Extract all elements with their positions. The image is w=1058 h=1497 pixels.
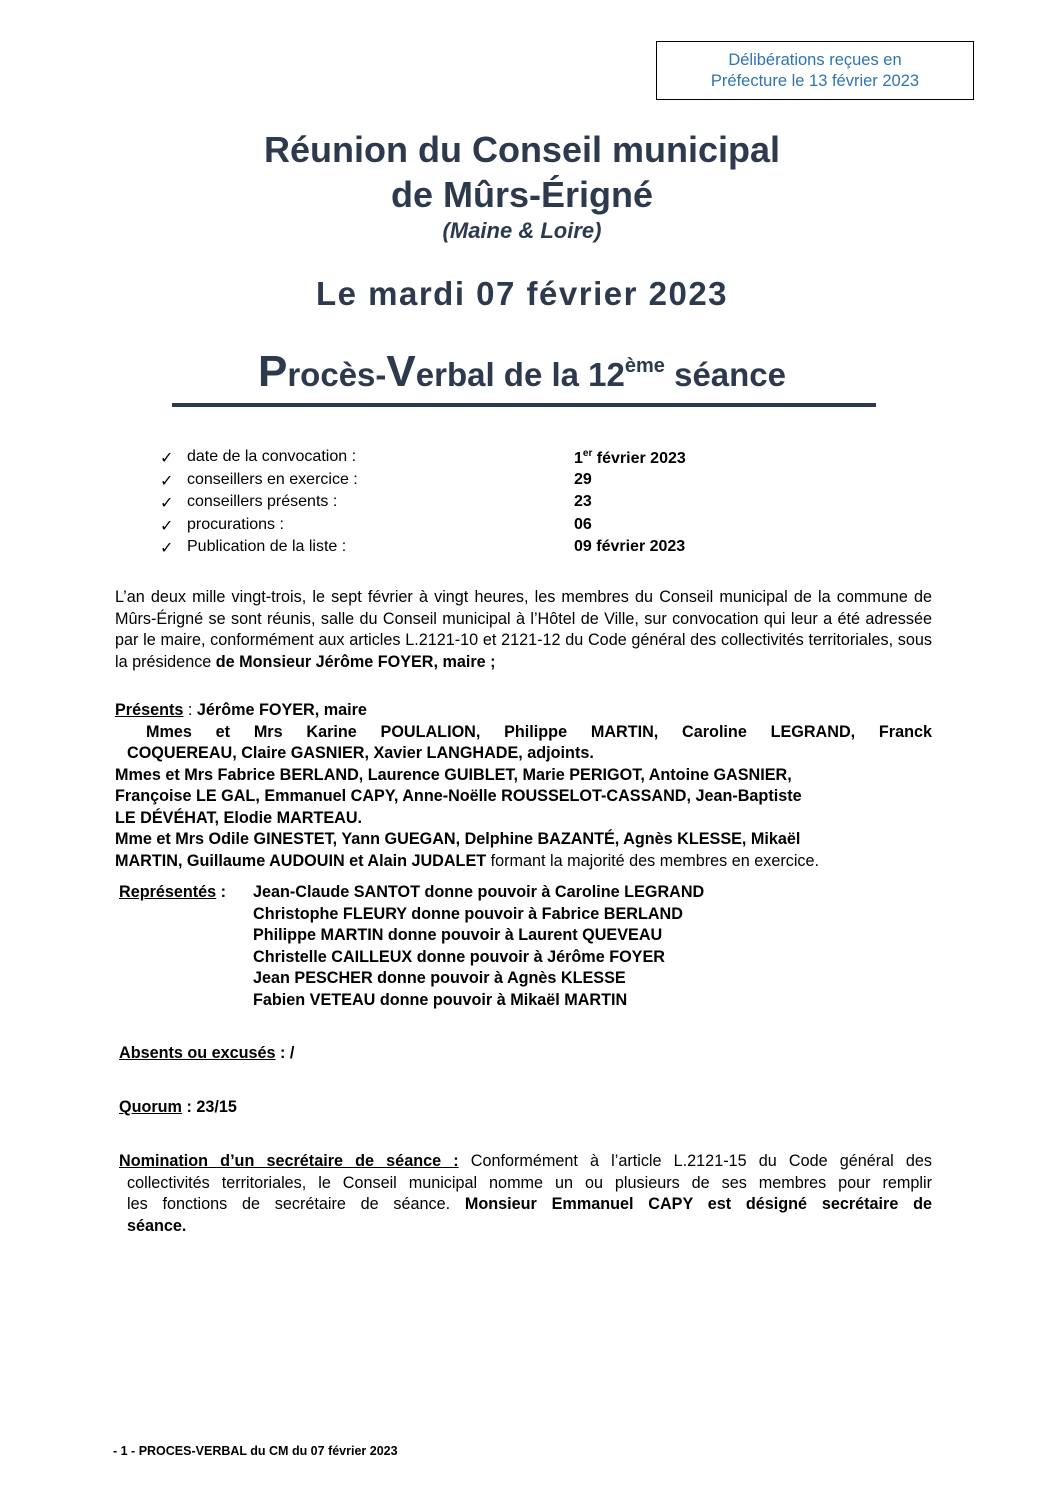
- prefecture-stamp: [656, 41, 974, 100]
- represented-item: Christelle CAILLEUX donne pouvoir à Jérôme FOYER: [253, 947, 665, 966]
- checkmark-icon: ✓: [160, 495, 174, 512]
- quorum-label: Quorum: [119, 1098, 182, 1116]
- presents-group3-2-names: MARTIN, Guillaume AUDOUIN et Alain JUDALET: [115, 851, 487, 870]
- nomination-line4: séance.: [127, 1216, 187, 1235]
- represented-list: [253, 882, 873, 1011]
- represented-item: Jean-Claude SANTOT donne pouvoir à Caroline LEGRAND: [253, 883, 705, 901]
- nomination-line2: collectivités territoriales, le Conseil municipal nomme un ou plusieurs de ses membres pour remplir: [127, 1173, 932, 1192]
- pv-initial-p: P: [257, 347, 288, 396]
- nomination-secretary: Monsieur Emmanuel CAPY est désigné secrétaire de: [464, 1195, 932, 1213]
- fact-item: [160, 471, 760, 494]
- nomination-text3: les fonctions de secrétaire de séance.: [127, 1195, 465, 1213]
- quorum-line: [119, 1097, 237, 1119]
- fact-label: date de la convocation :: [187, 448, 357, 465]
- fact-label: conseillers en exercice :: [187, 470, 358, 488]
- intro-paragraph: [115, 587, 932, 673]
- presents-adjoints-2: COQUEREAU, Claire GASNIER, Xavier LANGHADE, adjoints.: [127, 744, 594, 762]
- fact-label: Publication de la liste :: [187, 538, 347, 555]
- nomination-section: [119, 1151, 932, 1237]
- presents-group2-2: Françoise LE GAL, Emmanuel CAPY, Anne-Noëlle ROUSSELOT-CASSAND, Jean-Baptiste: [115, 787, 802, 805]
- pv-initial-v: V: [386, 347, 416, 396]
- presents-sep: :: [183, 701, 197, 719]
- fact-value-sup: er: [582, 448, 593, 459]
- presents-group2-1: Mmes et Mrs Fabrice BERLAND, Laurence GUIBLET, Marie PERIGOT, Antoine GASNIER,: [115, 765, 792, 784]
- represented-label: Représentés: [119, 883, 217, 901]
- presents-group2-3: LE DÉVÉHAT, Elodie MARTEAU.: [115, 808, 363, 827]
- presents-section: [115, 700, 932, 872]
- presents-group3-1: Mme et Mrs Odile GINESTET, Yann GUEGAN, Delphine BAZANTÉ, Agnès KLESSE, Mikaël: [115, 830, 801, 848]
- pv-text-3: séance: [664, 356, 787, 393]
- stamp-line2: Préfecture le 13 février 2023: [710, 72, 920, 90]
- intro-text: L’an deux mille vingt-trois, le sept février à vingt heures, les membres du Conseil municipal de la commune de Mûrs-Érigné se sont réunis, salle du Conseil municipal à l’Hôtel de Ville, sur convocation qui leur a été adressée par le maire, conformément aux articles L.2121-10 et 2121-12 du Code général des collectivités territoriales, sous la présidence: [115, 588, 932, 671]
- fact-value: [574, 448, 686, 468]
- presents-adjoints-1: Mmes et Mrs Karine POULALION, Philippe MARTIN, Caroline LEGRAND, Franck: [146, 722, 932, 741]
- fact-value: 23: [574, 493, 592, 510]
- presents-maire: Jérôme FOYER, maire: [196, 701, 367, 719]
- checkmark-icon: ✓: [160, 450, 174, 467]
- absents-label: Absents ou excusés: [119, 1044, 276, 1062]
- nomination-line3: [119, 1194, 932, 1216]
- pv-text-2: erbal de la 12: [415, 356, 625, 393]
- title-line2: de Mûrs-Érigné: [390, 174, 654, 215]
- presents-group3-2: [115, 851, 932, 873]
- fact-item: [160, 493, 760, 516]
- fact-value: 06: [574, 515, 592, 533]
- intro-president: de Monsieur Jérôme FOYER, maire ;: [215, 652, 496, 671]
- represented-sep: :: [216, 883, 227, 901]
- pv-heading: [0, 340, 1044, 401]
- page-footer: - 1 - PROCES-VERBAL du CM du 07 février 2023: [113, 1444, 398, 1458]
- fact-value: 09 février 2023: [574, 538, 686, 555]
- checkmark-icon: ✓: [160, 472, 174, 490]
- nomination-text1: Conformément à l’article L.2121-15 du Code général des: [458, 1152, 932, 1170]
- represented-item: Christophe FLEURY donne pouvoir à Fabrice BERLAND: [253, 904, 683, 923]
- presents-line: [115, 700, 932, 722]
- fact-item: [160, 516, 760, 539]
- absents-line: [119, 1043, 294, 1065]
- fact-label: procurations :: [187, 515, 284, 533]
- region-subtitle: (Maine & Loire): [442, 218, 602, 243]
- nomination-label: Nomination d’un secrétaire de séance :: [119, 1152, 459, 1170]
- checkmark-icon: ✓: [160, 517, 174, 535]
- fact-label: conseillers présents :: [187, 493, 338, 510]
- presents-group3-2-rest: formant la majorité des membres en exercice.: [486, 851, 820, 870]
- represented-heading: [119, 882, 226, 904]
- fact-item: [160, 538, 760, 561]
- fact-item: [160, 448, 760, 471]
- title-divider: [172, 403, 876, 407]
- fact-value-rest: février 2023: [592, 450, 686, 467]
- checkmark-icon: ✓: [160, 540, 174, 557]
- pv-superscript: ème: [624, 355, 665, 377]
- absents-value: : /: [275, 1044, 295, 1062]
- fact-value-num: 1: [574, 450, 583, 467]
- presents-label: Présents: [115, 701, 184, 719]
- facts-list: [160, 448, 760, 561]
- meeting-date: Le mardi 07 février 2023: [315, 275, 729, 312]
- represented-item: Jean PESCHER donne pouvoir à Agnès KLESSE: [253, 969, 626, 987]
- quorum-value: : 23/15: [181, 1098, 237, 1116]
- represented-item: Fabien VETEAU donne pouvoir à Mikaël MARTIN: [253, 990, 628, 1009]
- nomination-line1: [119, 1151, 932, 1173]
- fact-value: 29: [574, 470, 592, 488]
- pv-text-1: rocès-: [287, 356, 387, 393]
- represented-item: Philippe MARTIN donne pouvoir à Laurent QUEVEAU: [253, 926, 663, 944]
- stamp-line1: Délibérations reçues en: [728, 51, 902, 69]
- title-line1: Réunion du Conseil municipal: [263, 129, 781, 170]
